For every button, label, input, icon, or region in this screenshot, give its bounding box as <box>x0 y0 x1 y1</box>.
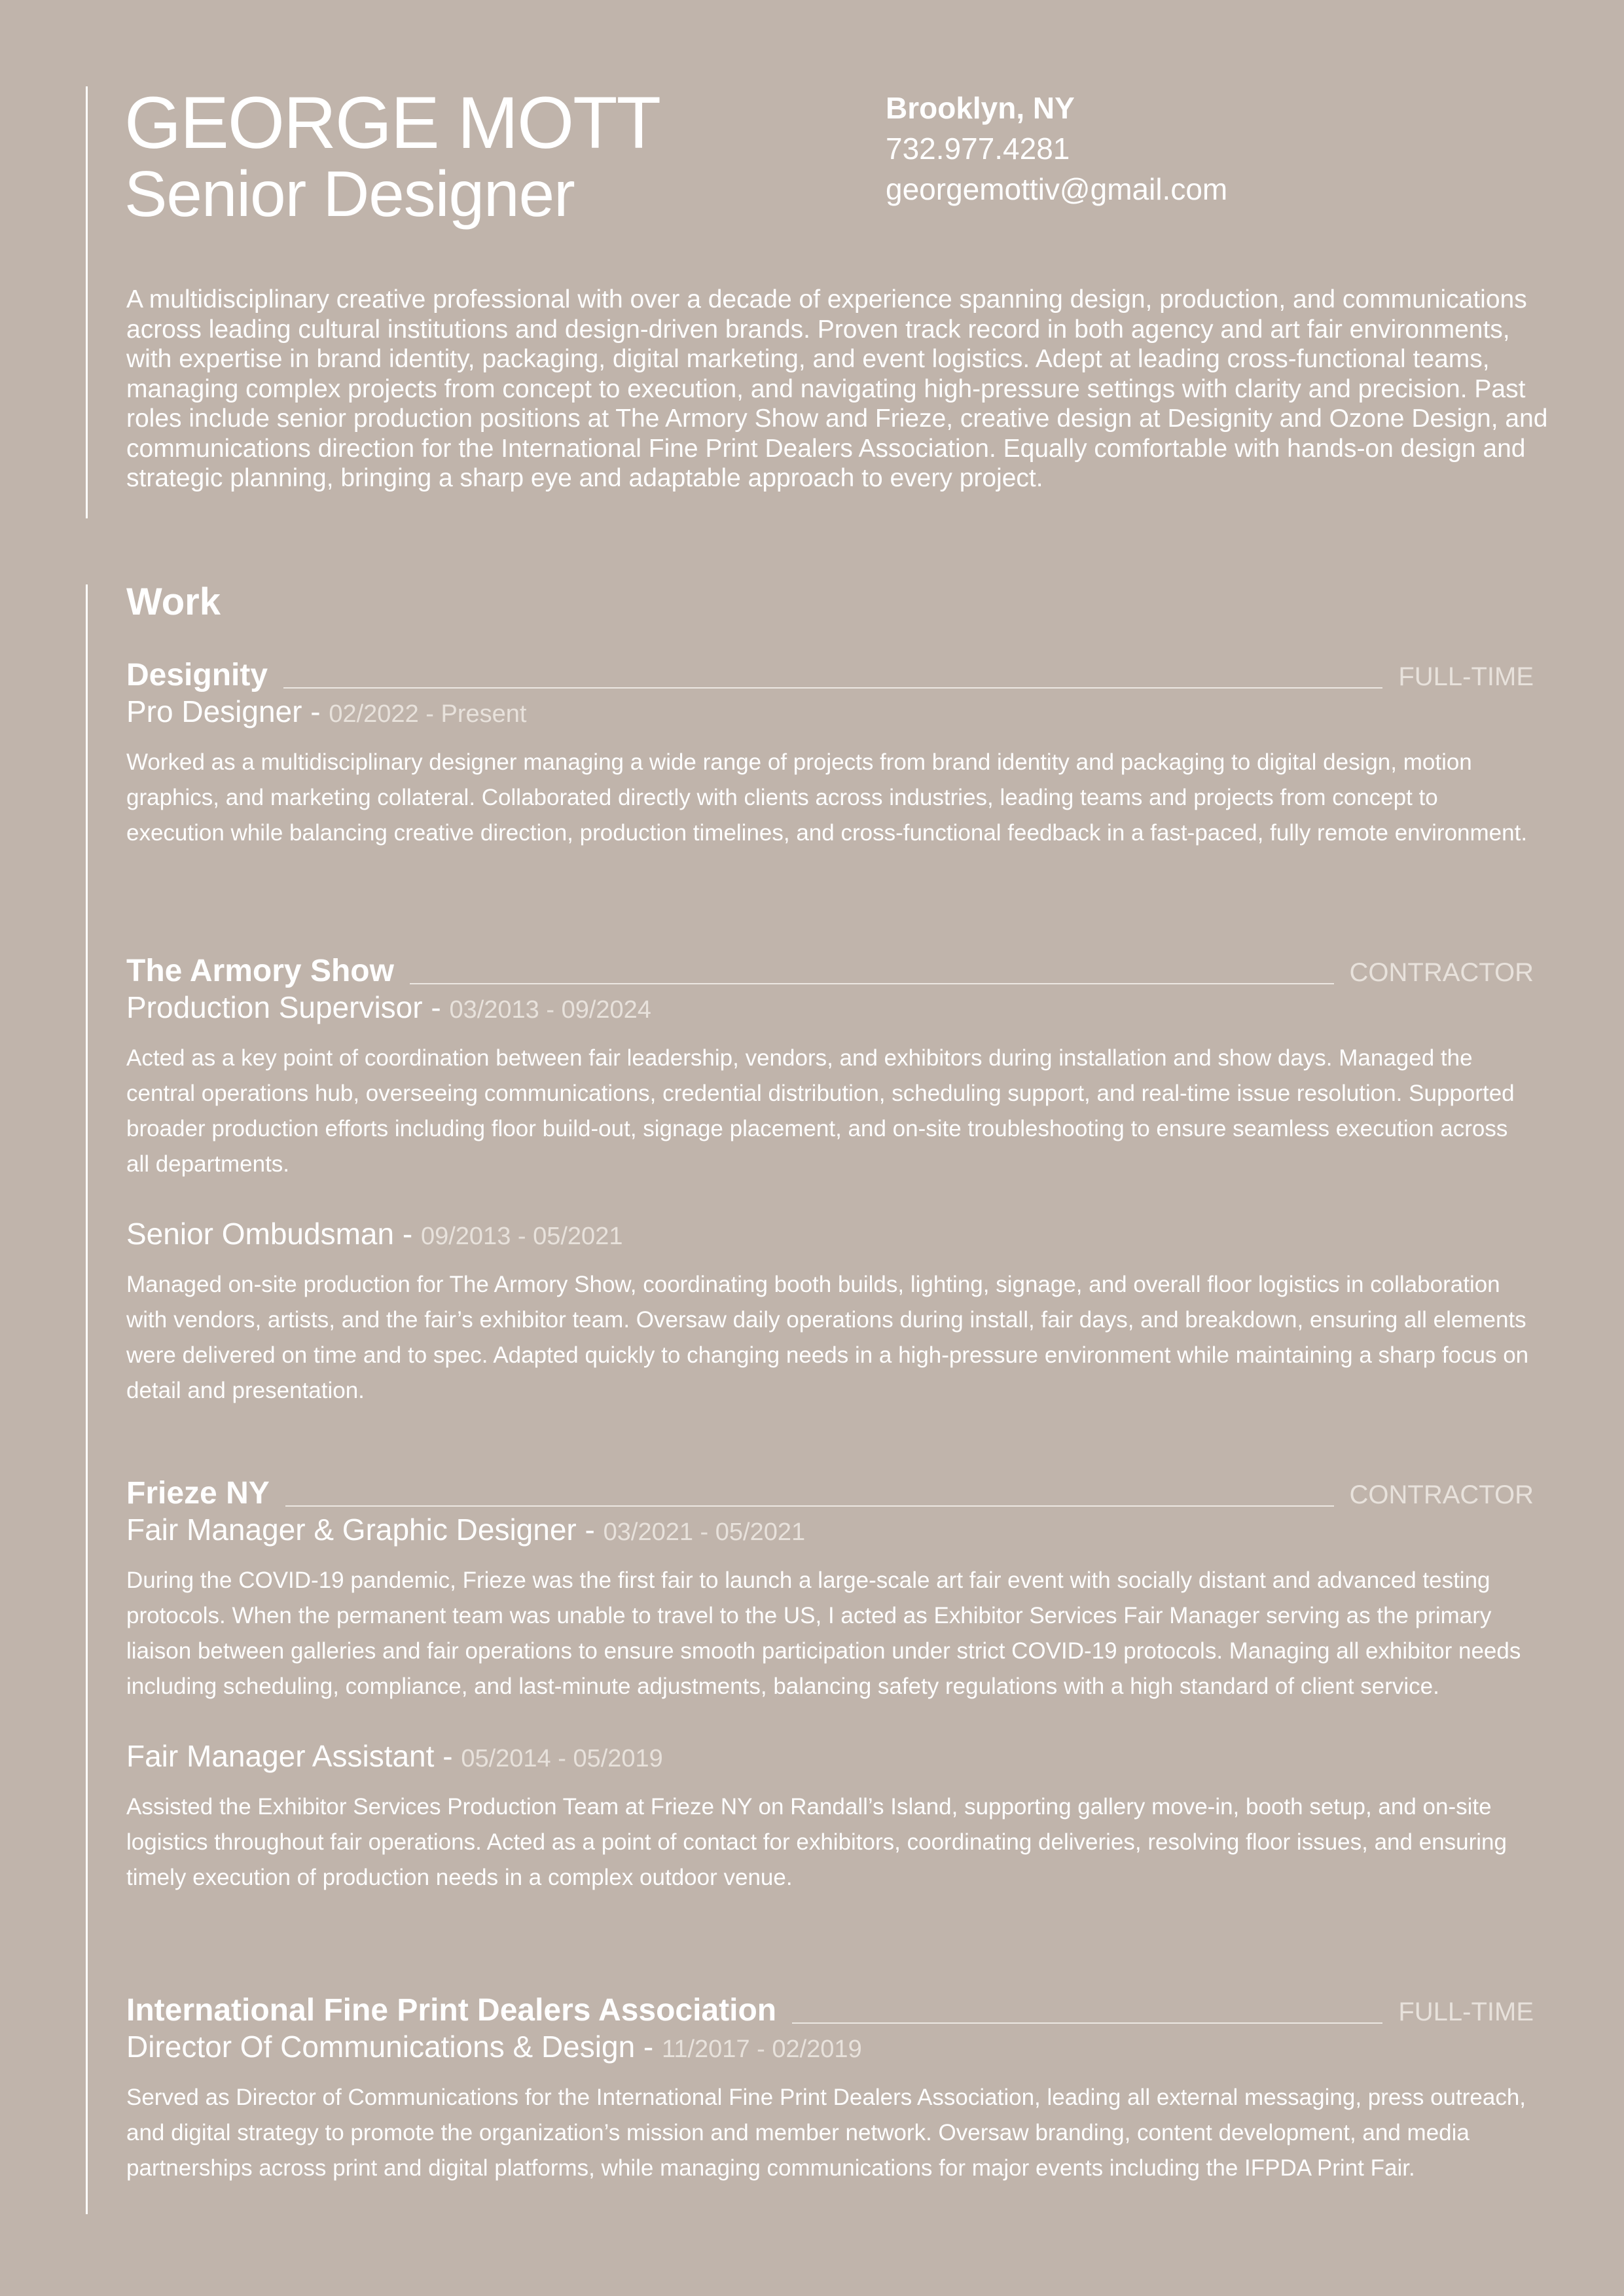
company-name: Frieze NY <box>126 1476 270 1511</box>
job-header <box>126 655 1534 694</box>
position-title: Fair Manager Assistant - <box>126 1739 461 1773</box>
company-name: The Armory Show <box>126 954 394 988</box>
position-description: Acted as a key point of coordination between fair leadership, vendors, and exhibitors during installation and show days. Managed the central operations hub, overseeing communications, credential distribution, scheduling support, and real-time issue resolution. Supported broader production efforts including floor build-out, signage placement, and on-site troubleshooting to ensure seamless execution across all departments. <box>126 1045 1515 1177</box>
position-description: Assisted the Exhibitor Services Production Team at Frieze NY on Randall’s Island, supporting gallery move-in, booth setup, and on-site logistics throughout fair operations. Acted as a point of contact for exhibitors, coordinating deliveries, resolving floor issues, and ensuring timely execution of production needs in a complex outdoor venue. <box>126 1794 1507 1890</box>
job-header <box>126 1473 1534 1512</box>
position-title: Senior Ombudsman - <box>126 1217 421 1251</box>
candidate-name: GEORGE MOTT <box>124 82 660 164</box>
contact-block <box>886 88 1227 209</box>
position-description: Served as Director of Communications for the International Fine Print Dealers Association, leading all external messaging, press outreach, and digital strategy to promote the organization’s mission and member network. Oversaw branding, content development, and media partnerships across print and digital platforms, while managing communications for major events including the IFPDA Print Fair. <box>126 2085 1526 2181</box>
position-title: Production Supervisor - <box>126 990 450 1024</box>
company-name: Designity <box>126 658 268 692</box>
company-name: International Fine Print Dealers Association <box>126 1993 777 2028</box>
job-header <box>126 950 1534 990</box>
position-dates: 05/2014 - 05/2019 <box>461 1745 663 1772</box>
work-section-title: Work <box>126 581 221 623</box>
job-armory-show <box>126 950 1534 1408</box>
contact-phone: 732.977.4281 <box>886 132 1070 166</box>
employment-type: FULL-TIME <box>1398 1998 1534 2026</box>
position-line <box>126 990 1534 1028</box>
contact-email: georgemottiv@gmail.com <box>886 172 1228 206</box>
position-dates: 03/2013 - 09/2024 <box>449 996 651 1024</box>
position-line <box>126 1216 1534 1254</box>
position-description: Managed on-site production for The Armory Show, coordinating booth builds, lighting, signage, and overall floor logistics in collaboration with vendors, artists, and the fair’s exhibitor team. Oversaw daily operations during install, fair days, and breakdown, ensuring all elements were delivered on time and to spec. Adapted quickly to changing needs in a high-pressure environment while maintaining a sharp focus on detail and presentation. <box>126 1272 1529 1403</box>
position-title: Pro Designer - <box>126 694 329 728</box>
divider-rule <box>283 687 1382 689</box>
position-line <box>126 1512 1534 1550</box>
accent-line-top <box>86 86 88 518</box>
employment-type: CONTRACTOR <box>1349 958 1534 987</box>
divider-rule <box>792 2022 1382 2024</box>
employment-type: CONTRACTOR <box>1349 1480 1534 1509</box>
position-line <box>126 694 1534 732</box>
position-dates: 02/2022 - Present <box>329 700 527 728</box>
position-description: Worked as a multidisciplinary designer managing a wide range of projects from brand identity and packaging to digital design, motion graphics, and marketing collateral. Collaborated directly with clients across industries, leading teams and projects from concept to execution while balancing creative direction, production timelines, and cross-functional feedback in a fast-paced, fully remote environment. <box>126 749 1528 846</box>
position-line <box>126 1738 1534 1776</box>
job-header <box>126 1990 1534 2029</box>
position-dates: 03/2021 - 05/2021 <box>603 1518 806 1546</box>
contact-location: Brooklyn, NY <box>886 91 1075 125</box>
job-ifpda <box>126 1990 1534 2186</box>
divider-rule <box>285 1505 1334 1507</box>
profile-summary: A multidisciplinary creative professional with over a decade of experience spanning design, production, and communications across leading cultural institutions and design-driven brands. Proven track record in both agency and art fair environments, with expertise in brand identity, packaging, digital marketing, and event logistics. Adept at leading cross-functional teams, managing complex projects from concept to execution, and navigating high-pressure settings with clarity and precision. Past roles include senior production positions at The Armory Show and Frieze, creative design at Designity and Ozone Design, and communications direction for the International Fine Print Dealers Association. Equally comfortable with hands-on design and strategic planning, bringing a sharp eye and adaptable approach to every project. <box>126 285 1548 492</box>
job-frieze-ny <box>126 1473 1534 1895</box>
position-dates: 11/2017 - 02/2019 <box>662 2036 862 2063</box>
position-line <box>126 2029 1534 2067</box>
divider-rule <box>410 983 1334 984</box>
employment-type: FULL-TIME <box>1398 662 1534 691</box>
position-description: During the COVID-19 pandemic, Frieze was the first fair to launch a large-scale art fair event with socially distant and advanced testing protocols. When the permanent team was unable to travel to the US, I acted as Exhibitor Services Fair Manager serving as the primary liaison between galleries and fair operations to ensure smooth participation under strict COVID-19 protocols. Managing all exhibitor needs including scheduling, compliance, and last-minute adjustments, balancing safety regulations with a high standard of client service. <box>126 1568 1521 1699</box>
job-designity <box>126 655 1534 851</box>
position-dates: 09/2013 - 05/2021 <box>420 1223 623 1250</box>
position-title: Director Of Communications & Design - <box>126 2030 662 2064</box>
accent-line-bottom <box>86 584 88 2214</box>
candidate-title: Senior Designer <box>124 158 575 230</box>
position-title: Fair Manager & Graphic Designer - <box>126 1513 604 1547</box>
